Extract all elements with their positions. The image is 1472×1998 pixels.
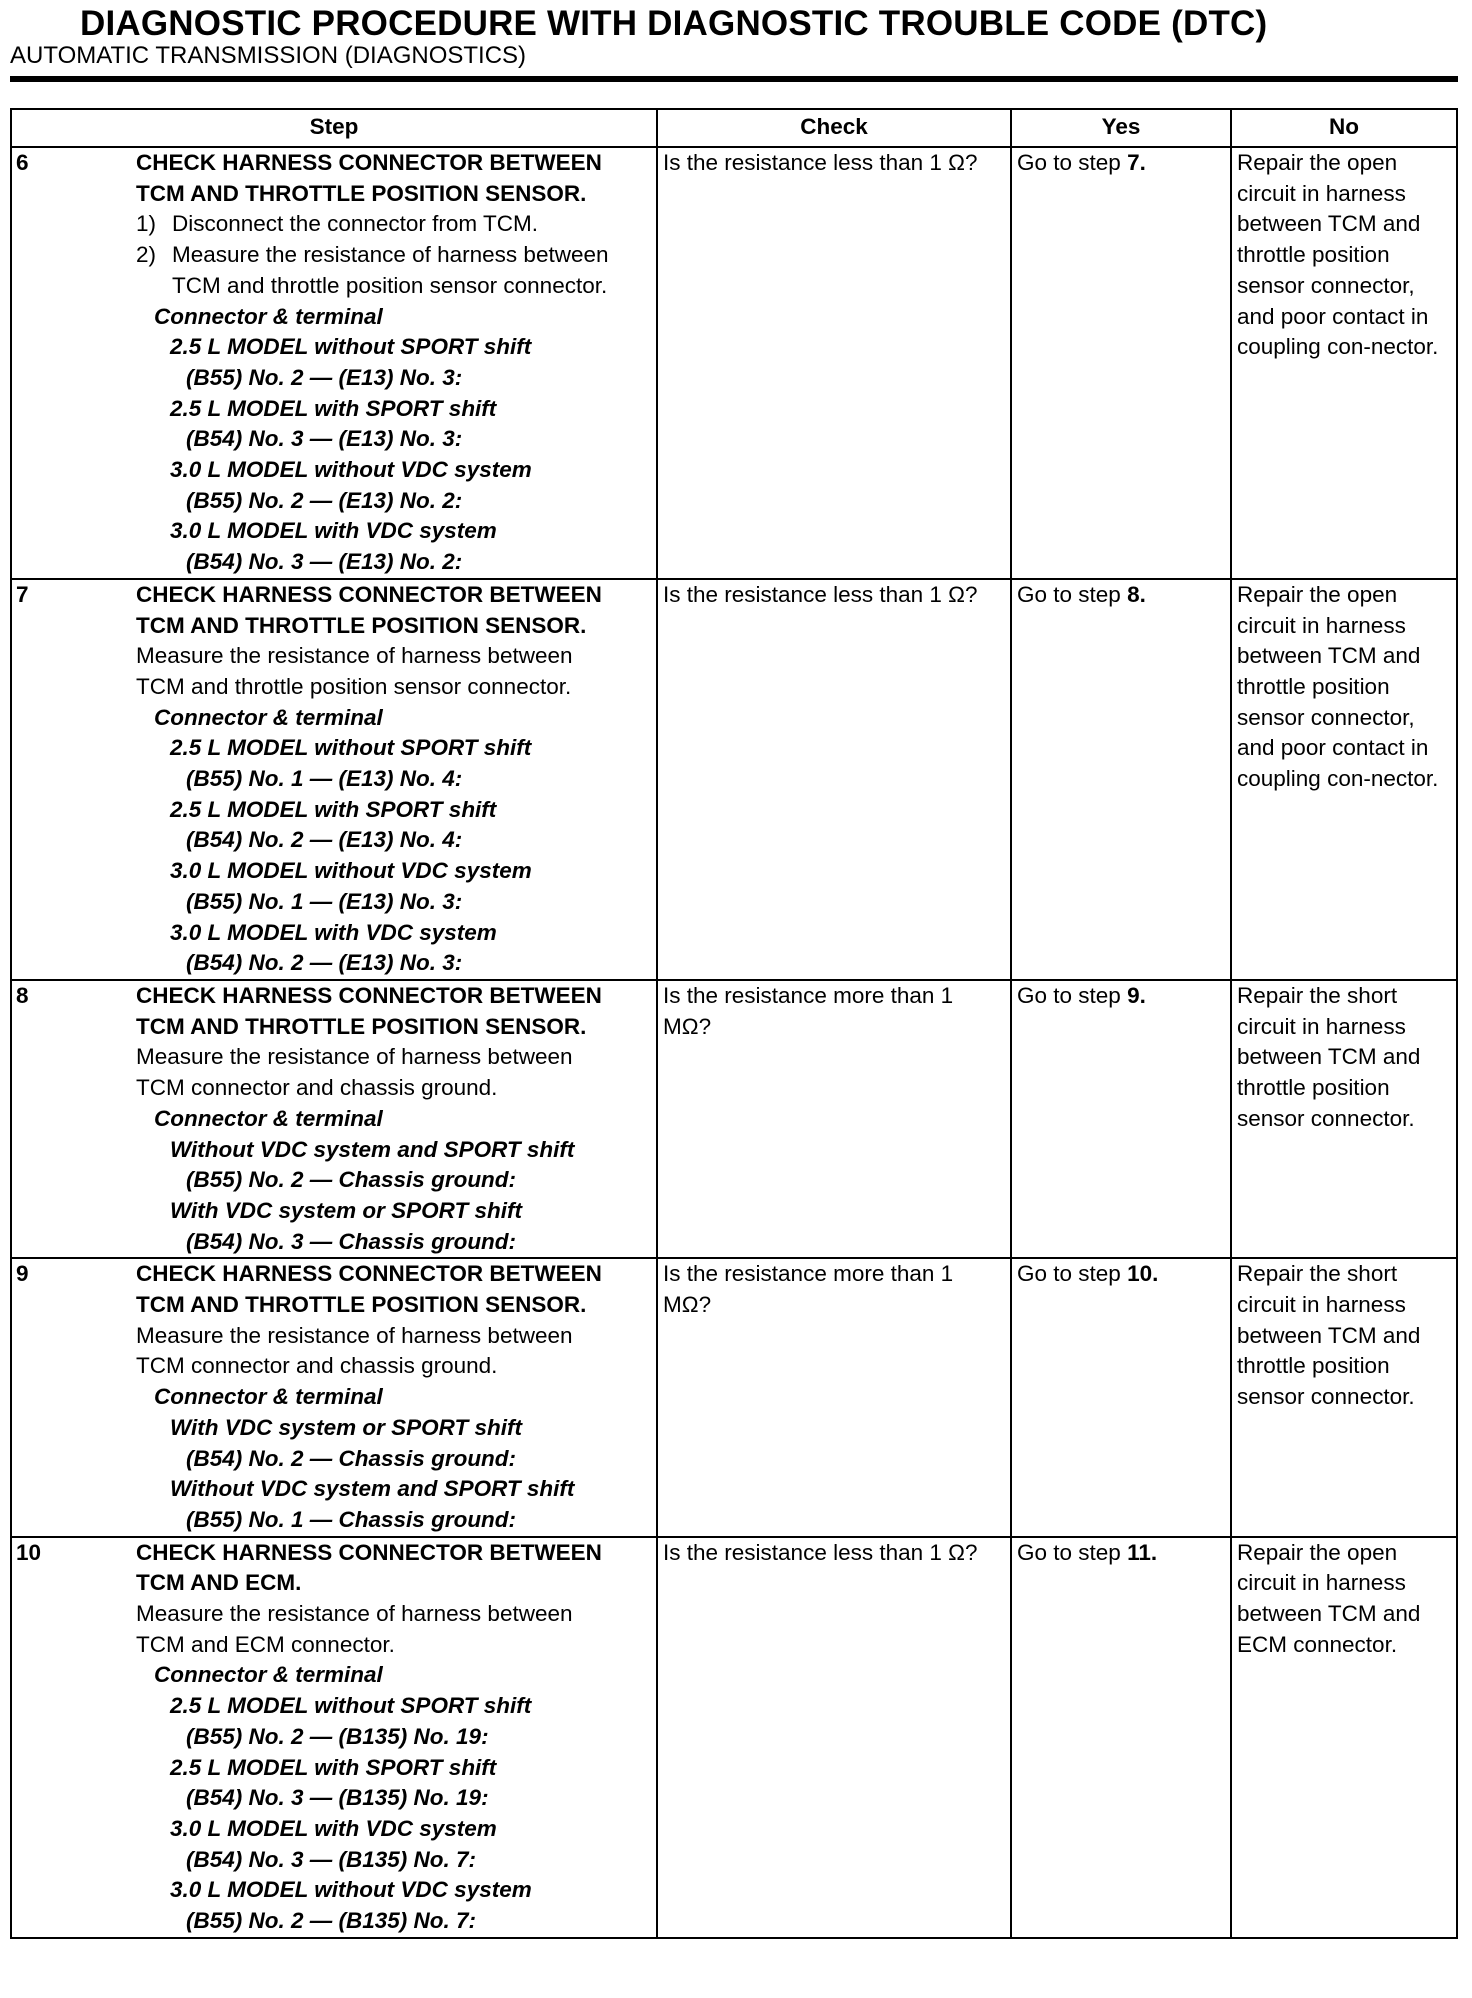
connector-terminal-label: Connector & terminal — [154, 303, 383, 329]
terminal-spec: (B54) No. 3 — Chassis ground: — [186, 1228, 517, 1254]
no-action: Repair the open circuit in harness between TCM and ECM connector. — [1237, 1539, 1421, 1657]
step-cell — [11, 1258, 657, 1536]
terminal-spec: (B54) No. 3 — (E13) No. 2: — [186, 549, 463, 575]
model-variant: Without VDC system and SPORT shift — [170, 1136, 575, 1162]
yes-action — [1012, 981, 1230, 1012]
table-row — [11, 1537, 1457, 1938]
yes-cell — [1011, 579, 1231, 980]
step-cell — [11, 980, 657, 1258]
yes-prefix: Go to step — [1017, 581, 1128, 607]
yes-cell — [1011, 980, 1231, 1258]
yes-cell — [1011, 147, 1231, 579]
diagnostic-table — [10, 108, 1458, 1939]
check-cell — [657, 579, 1011, 980]
step-content — [12, 1259, 656, 1535]
check-cell — [657, 1537, 1011, 1938]
no-action: Repair the open circuit in harness between TCM and throttle position sensor connector, and poor contact in coupling con-nector. — [1237, 150, 1439, 360]
connector-terminal-label: Connector & terminal — [154, 1384, 383, 1410]
model-variant: 2.5 L MODEL with SPORT shift — [170, 796, 497, 822]
step-instructions — [136, 148, 656, 578]
terminal-spec: (B54) No. 2 — (E13) No. 4: — [186, 827, 463, 853]
yes-cell — [1011, 1258, 1231, 1536]
yes-action — [1012, 148, 1230, 179]
step-cell — [11, 1537, 657, 1938]
terminal-spec: (B55) No. 1 — (E13) No. 4: — [186, 766, 463, 792]
step-text: Measure the resistance of harness between — [136, 1601, 573, 1627]
no-cell — [1231, 980, 1457, 1258]
substep-number: 1 ) — [136, 209, 172, 240]
table-row — [11, 1258, 1457, 1536]
model-variant: 3.0 L MODEL without VDC system — [170, 1877, 532, 1903]
check-question: Is the resistance less than 1 Ω? — [663, 150, 978, 175]
step-heading: CHECK HARNESS CONNECTOR BETWEEN — [136, 581, 602, 607]
check-question: Is the resistance less than 1 Ω? — [663, 581, 978, 607]
check-question: Is the resistance more than 1 MΩ? — [663, 982, 954, 1039]
step-heading: CHECK HARNESS CONNECTOR BETWEEN — [136, 982, 602, 1008]
step-heading: CHECK HARNESS CONNECTOR BETWEEN — [136, 150, 602, 175]
connector-terminal-label: Connector & terminal — [154, 704, 383, 730]
terminal-spec: (B55) No. 2 — (B135) No. 7: — [186, 1908, 477, 1934]
model-variant: 2.5 L MODEL without SPORT shift — [170, 1693, 532, 1719]
yes-prefix: Go to step — [1017, 982, 1128, 1008]
model-variant: With VDC system or SPORT shift — [170, 1414, 522, 1440]
yes-step-ref: 8. — [1127, 581, 1146, 607]
terminal-spec: (B55) No. 2 — Chassis ground: — [186, 1167, 517, 1193]
model-variant: 2.5 L MODEL without SPORT shift — [170, 334, 532, 360]
substep-number: 2 ) — [136, 240, 172, 301]
terminal-spec: (B55) No. 1 — (E13) No. 3: — [186, 888, 463, 914]
step-heading: TCM AND THROTTLE POSITION SENSOR. — [136, 180, 587, 206]
model-variant: 2.5 L MODEL without SPORT shift — [170, 735, 532, 761]
no-cell — [1231, 579, 1457, 980]
no-action: Repair the short circuit in harness between TCM and throttle position sensor connector. — [1237, 1261, 1421, 1410]
connector-terminal-label: Connector & terminal — [154, 1662, 383, 1688]
step-number: 10 — [16, 1539, 42, 1565]
table-row — [11, 147, 1457, 579]
yes-step-ref: 9. — [1127, 982, 1146, 1008]
column-header-yes: Yes — [1011, 109, 1231, 147]
model-variant: 3.0 L MODEL with VDC system — [170, 919, 497, 945]
model-variant: 2.5 L MODEL with SPORT shift — [170, 395, 497, 421]
no-action: Repair the open circuit in harness between TCM and throttle position sensor connector, and poor contact in coupling con-nector. — [1237, 581, 1439, 792]
page-title: DIAGNOSTIC PROCEDURE WITH DIAGNOSTIC TROUBLE CODE (DTC) — [80, 4, 1268, 43]
substep-text: Measure the resistance of harness between TCM and throttle position sensor connector. — [172, 242, 609, 298]
step-text: Measure the resistance of harness between — [136, 1322, 573, 1348]
step-text: TCM connector and chassis ground. — [136, 1075, 498, 1101]
model-variant: 3.0 L MODEL without VDC system — [170, 858, 532, 884]
step-text: TCM and throttle position sensor connector. — [136, 673, 572, 699]
table-row — [11, 579, 1457, 980]
step-instructions — [136, 981, 656, 1257]
terminal-spec: (B55) No. 1 — Chassis ground: — [186, 1506, 517, 1532]
check-question: Is the resistance less than 1 Ω? — [663, 1539, 978, 1565]
step-instructions — [136, 1259, 656, 1535]
step-heading: TCM AND THROTTLE POSITION SENSOR. — [136, 1292, 587, 1318]
check-question: Is the resistance more than 1 MΩ? — [663, 1261, 954, 1318]
no-cell — [1231, 147, 1457, 579]
yes-action — [1012, 1538, 1230, 1569]
yes-cell — [1011, 1537, 1231, 1938]
step-substep — [136, 240, 656, 301]
model-variant: Without VDC system and SPORT shift — [170, 1476, 575, 1502]
model-variant: 3.0 L MODEL with VDC system — [170, 1815, 497, 1841]
yes-action — [1012, 1259, 1230, 1290]
no-action: Repair the short circuit in harness between TCM and throttle position sensor connector. — [1237, 982, 1421, 1131]
step-heading: TCM AND THROTTLE POSITION SENSOR. — [136, 1013, 587, 1039]
step-heading: CHECK HARNESS CONNECTOR BETWEEN — [136, 1261, 602, 1287]
column-header-step: Step — [11, 109, 657, 147]
step-text: TCM connector and chassis ground. — [136, 1353, 498, 1379]
check-cell — [657, 980, 1011, 1258]
yes-step-ref: 7. — [1127, 150, 1146, 175]
table-row — [11, 980, 1457, 1258]
table-header-row — [11, 109, 1457, 147]
yes-prefix: Go to step — [1017, 150, 1128, 175]
check-cell — [657, 1258, 1011, 1536]
model-variant: 3.0 L MODEL with VDC system — [170, 518, 497, 544]
terminal-spec: (B54) No. 3 — (E13) No. 3: — [186, 426, 463, 452]
step-cell — [11, 579, 657, 980]
header-divider — [10, 76, 1458, 82]
section-subtitle: AUTOMATIC TRANSMISSION (DIAGNOSTICS) — [10, 42, 527, 69]
column-header-check: Check — [657, 109, 1011, 147]
terminal-spec: (B54) No. 2 — (E13) No. 3: — [186, 950, 463, 976]
substep-text: Disconnect the connector from TCM. — [172, 211, 538, 237]
step-number: 7 — [16, 581, 29, 607]
step-content — [12, 148, 656, 578]
yes-prefix: Go to step — [1017, 1261, 1128, 1287]
yes-prefix: Go to step — [1017, 1539, 1128, 1565]
step-content — [12, 981, 656, 1257]
step-instructions — [136, 580, 656, 979]
step-text: Measure the resistance of harness between — [136, 1044, 573, 1070]
model-variant: 3.0 L MODEL without VDC system — [170, 457, 532, 483]
terminal-spec: (B55) No. 2 — (E13) No. 3: — [186, 364, 463, 390]
connector-terminal-label: Connector & terminal — [154, 1105, 383, 1131]
step-substep — [136, 209, 656, 240]
no-cell — [1231, 1258, 1457, 1536]
terminal-spec: (B55) No. 2 — (B135) No. 19: — [186, 1723, 489, 1749]
step-number: 9 — [16, 1261, 29, 1287]
model-variant: 2.5 L MODEL with SPORT shift — [170, 1754, 497, 1780]
yes-step-ref: 10. — [1127, 1261, 1159, 1287]
terminal-spec: (B54) No. 3 — (B135) No. 19: — [186, 1785, 489, 1811]
step-content — [12, 580, 656, 979]
yes-step-ref: 11. — [1127, 1539, 1158, 1565]
terminal-spec: (B54) No. 3 — (B135) No. 7: — [186, 1846, 477, 1872]
terminal-spec: (B54) No. 2 — Chassis ground: — [186, 1445, 517, 1471]
step-number: 8 — [16, 982, 29, 1008]
check-cell — [657, 147, 1011, 579]
step-number: 6 — [16, 150, 29, 175]
step-text: TCM and ECM connector. — [136, 1631, 395, 1657]
model-variant: With VDC system or SPORT shift — [170, 1197, 522, 1223]
step-instructions — [136, 1538, 656, 1937]
step-text: Measure the resistance of harness between — [136, 643, 573, 669]
yes-action — [1012, 580, 1230, 611]
step-cell — [11, 147, 657, 579]
step-heading: TCM AND THROTTLE POSITION SENSOR. — [136, 612, 587, 638]
no-cell — [1231, 1537, 1457, 1938]
step-content — [12, 1538, 656, 1937]
step-heading: CHECK HARNESS CONNECTOR BETWEEN — [136, 1539, 602, 1565]
column-header-no: No — [1231, 109, 1457, 147]
step-heading: TCM AND ECM. — [136, 1570, 302, 1596]
terminal-spec: (B55) No. 2 — (E13) No. 2: — [186, 487, 463, 513]
